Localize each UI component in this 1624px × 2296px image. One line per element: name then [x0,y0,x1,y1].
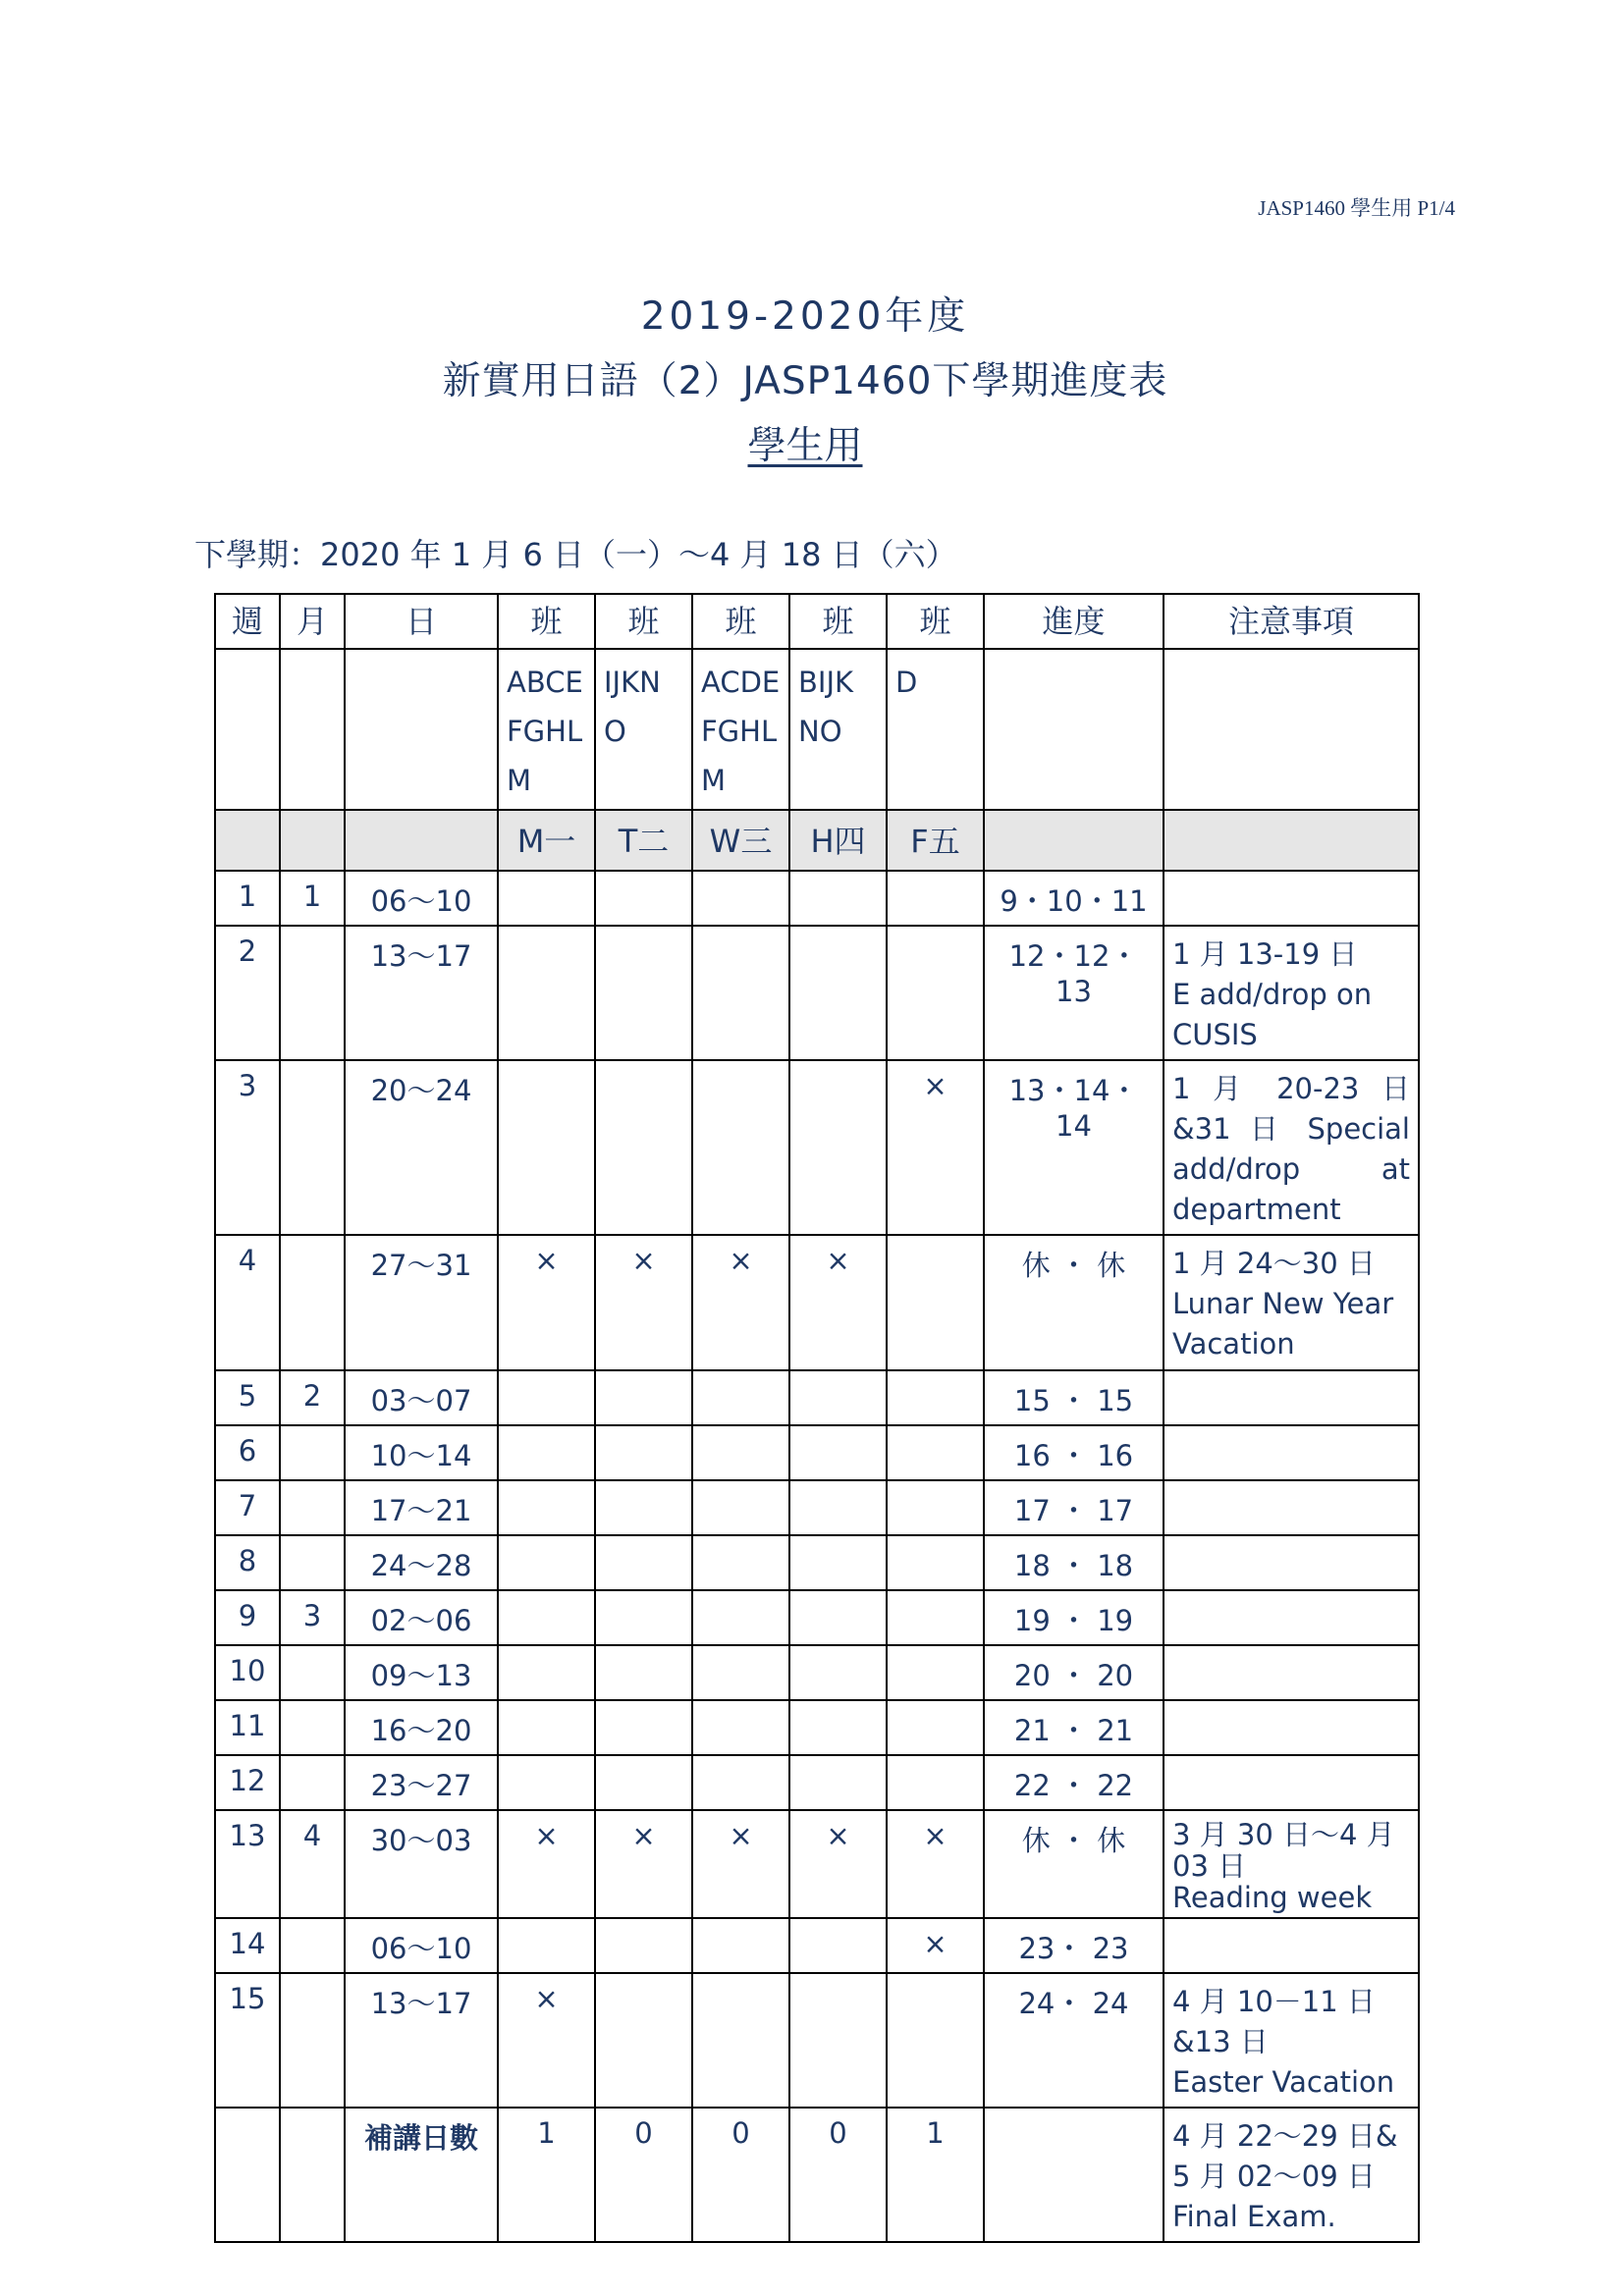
weekday-label: M一 [498,810,595,871]
class-mark [595,926,692,1060]
empty-cell [984,649,1164,810]
table-row [215,1535,1419,1590]
empty-cell [1164,810,1419,871]
class-mark [789,1918,887,1973]
week-number: 3 [215,1060,280,1235]
note-cell [1164,1370,1419,1425]
header-notes: 注意事項 [1164,594,1419,649]
class-mark [595,1645,692,1700]
header-class: 班 [692,594,789,649]
class-mark [595,1590,692,1645]
weekday-label: F五 [887,810,984,871]
class-mark: × [789,1235,887,1370]
day-range: 16～20 [345,1700,498,1755]
header-class: 班 [887,594,984,649]
day-range: 13～17 [345,1973,498,2108]
empty-cell [984,2108,1164,2242]
title-main: 新實用日語（2）JASP1460下學期進度表 [442,359,1168,403]
day-range: 17～21 [345,1480,498,1535]
empty-cell [345,810,498,871]
class-mark [887,1370,984,1425]
class-code: D [887,649,984,810]
header-class: 班 [595,594,692,649]
class-mark [887,1645,984,1700]
table-row [215,1973,1419,2108]
progress-cell: 18 ・ 18 [984,1535,1164,1590]
day-range: 13～17 [345,926,498,1060]
class-mark: × [692,1810,789,1918]
note-cell: 1 月 20-23 日&31 日 Special add/drop at department [1164,1060,1419,1235]
class-mark [498,1425,595,1480]
month-number [280,1235,345,1370]
table-row [215,1060,1419,1235]
week-number: 12 [215,1755,280,1810]
class-mark [789,1645,887,1700]
day-range: 23～27 [345,1755,498,1810]
month-number: 4 [280,1810,345,1918]
class-mark [595,1755,692,1810]
note-cell: 1 月 24～30 日 Lunar New Year Vacation [1164,1235,1419,1370]
class-mark [595,1918,692,1973]
note-cell [1164,1590,1419,1645]
note-cell [1164,1645,1419,1700]
progress-cell: 15 ・ 15 [984,1370,1164,1425]
empty-cell [345,649,498,810]
day-range: 24～28 [345,1535,498,1590]
class-mark [887,1535,984,1590]
makeup-count: 1 [887,2108,984,2242]
class-mark [692,1370,789,1425]
empty-cell [215,2108,280,2242]
week-number: 7 [215,1480,280,1535]
class-mark [595,1973,692,2108]
week-number: 13 [215,1810,280,1918]
class-mark [887,1755,984,1810]
class-mark [887,871,984,926]
empty-cell [1164,649,1419,810]
week-number: 11 [215,1700,280,1755]
class-mark [595,1370,692,1425]
class-mark [498,1060,595,1235]
class-code: ABCE FGHL M [498,649,595,810]
makeup-label: 補講日數 [345,2108,498,2242]
month-number: 1 [280,871,345,926]
day-range: 09～13 [345,1645,498,1700]
makeup-row [215,2108,1419,2242]
class-code: IJKN O [595,649,692,810]
month-number [280,1700,345,1755]
class-mark [789,1060,887,1235]
table-row [215,1918,1419,1973]
empty-cell [280,649,345,810]
class-mark [498,1755,595,1810]
progress-cell: 24・ 24 [984,1973,1164,2108]
note-cell: 1 月 13-19 日 E add/drop on CUSIS [1164,926,1419,1060]
class-mark: × [887,1060,984,1235]
class-mark: × [887,1810,984,1918]
progress-cell: 12・12・13 [984,926,1164,1060]
note-cell [1164,1480,1419,1535]
class-mark [498,1590,595,1645]
note-cell: 4 月 10－11 日&13 日 Easter Vacation [1164,1973,1419,2108]
class-mark [692,1480,789,1535]
progress-cell: 9・10・11 [984,871,1164,926]
class-mark: × [595,1810,692,1918]
month-number: 2 [280,1370,345,1425]
day-range: 10～14 [345,1425,498,1480]
class-mark [692,1918,789,1973]
progress-cell: 22 ・ 22 [984,1755,1164,1810]
note-cell [1164,1535,1419,1590]
month-number [280,1535,345,1590]
makeup-count: 0 [789,2108,887,2242]
progress-cell: 20 ・ 20 [984,1645,1164,1700]
empty-cell [215,649,280,810]
class-mark: × [887,1918,984,1973]
class-code-row [215,649,1419,810]
week-number: 9 [215,1590,280,1645]
class-mark [498,1918,595,1973]
class-mark [498,1370,595,1425]
month-number [280,1755,345,1810]
day-range: 06～10 [345,1918,498,1973]
class-mark [692,1973,789,2108]
month-number [280,1645,345,1700]
week-number: 10 [215,1645,280,1700]
class-mark [789,1480,887,1535]
note-cell [1164,871,1419,926]
progress-cell: 13・14・14 [984,1060,1164,1235]
class-mark [789,1590,887,1645]
table-row [215,1755,1419,1810]
weekday-label: W三 [692,810,789,871]
table-row [215,871,1419,926]
week-number: 8 [215,1535,280,1590]
header-class: 班 [789,594,887,649]
weekday-label: H四 [789,810,887,871]
progress-cell: 休 ・ 休 [984,1235,1164,1370]
note-cell [1164,1700,1419,1755]
month-number: 3 [280,1590,345,1645]
makeup-count: 0 [692,2108,789,2242]
table-header-row [215,594,1419,649]
table-row [215,1700,1419,1755]
makeup-count: 0 [595,2108,692,2242]
class-mark [692,871,789,926]
month-number [280,926,345,1060]
class-mark [887,1590,984,1645]
class-mark [789,1535,887,1590]
title-year: 2019-2020年度 [640,294,970,339]
progress-cell: 23・ 23 [984,1918,1164,1973]
week-number: 15 [215,1973,280,2108]
class-mark: × [595,1235,692,1370]
class-mark [498,1645,595,1700]
class-mark: × [498,1973,595,2108]
month-number [280,1060,345,1235]
header-day: 日 [345,594,498,649]
class-mark [887,1235,984,1370]
class-mark [789,871,887,926]
class-mark [498,871,595,926]
class-mark [887,1480,984,1535]
class-mark [692,1700,789,1755]
schedule-table [214,593,1420,2243]
day-range: 06～10 [345,871,498,926]
weekday-row [215,810,1419,871]
class-mark [595,871,692,926]
class-code: BIJK NO [789,649,887,810]
table-row [215,1810,1419,1918]
empty-cell [280,810,345,871]
month-number [280,1918,345,1973]
month-number [280,1480,345,1535]
week-number: 5 [215,1370,280,1425]
class-mark [692,1755,789,1810]
title-block [0,285,1610,479]
progress-cell: 17 ・ 17 [984,1480,1164,1535]
day-range: 27～31 [345,1235,498,1370]
table-row [215,926,1419,1060]
day-range: 02～06 [345,1590,498,1645]
class-mark [887,1700,984,1755]
table-row [215,1480,1419,1535]
class-mark [498,1535,595,1590]
class-mark [789,1370,887,1425]
class-mark [595,1425,692,1480]
note-cell: 3 月 30 日～4 月 03 日 Reading week [1164,1810,1419,1918]
class-mark [692,926,789,1060]
class-mark [498,1700,595,1755]
progress-cell: 16 ・ 16 [984,1425,1164,1480]
class-mark [498,926,595,1060]
class-mark [789,1755,887,1810]
empty-cell [984,810,1164,871]
term-dates: 下學期：2020 年 1 月 6 日（一）～4 月 18 日（六） [194,536,957,573]
table-row [215,1590,1419,1645]
day-range: 03～07 [345,1370,498,1425]
makeup-count: 1 [498,2108,595,2242]
class-mark [887,1425,984,1480]
note-cell [1164,1425,1419,1480]
progress-cell: 休 ・ 休 [984,1810,1164,1918]
week-number: 2 [215,926,280,1060]
month-number [280,1973,345,2108]
empty-cell [215,810,280,871]
class-mark [692,1535,789,1590]
note-cell [1164,1918,1419,1973]
document-reference: JASP1460 學生用 P1/4 [1258,196,1455,220]
class-mark [692,1590,789,1645]
header-month: 月 [280,594,345,649]
table-row [215,1425,1419,1480]
class-mark [789,1700,887,1755]
class-mark [887,1973,984,2108]
day-range: 30～03 [345,1810,498,1918]
class-code: ACDE FGHL M [692,649,789,810]
class-mark: × [789,1810,887,1918]
class-mark [692,1425,789,1480]
week-number: 1 [215,871,280,926]
class-mark [595,1535,692,1590]
class-mark: × [692,1235,789,1370]
weekday-label: T二 [595,810,692,871]
header-class: 班 [498,594,595,649]
header-week: 週 [215,594,280,649]
class-mark [692,1645,789,1700]
class-mark: × [498,1810,595,1918]
note-cell [1164,1755,1419,1810]
class-mark [887,926,984,1060]
class-mark [498,1480,595,1535]
class-mark [789,926,887,1060]
day-range: 20～24 [345,1060,498,1235]
progress-cell: 21 ・ 21 [984,1700,1164,1755]
class-mark [595,1060,692,1235]
week-number: 14 [215,1918,280,1973]
header-progress: 進度 [984,594,1164,649]
table-row [215,1235,1419,1370]
class-mark [595,1480,692,1535]
week-number: 4 [215,1235,280,1370]
class-mark [789,1973,887,2108]
class-mark [692,1060,789,1235]
week-number: 6 [215,1425,280,1480]
table-row [215,1370,1419,1425]
month-number [280,1425,345,1480]
progress-cell: 19 ・ 19 [984,1590,1164,1645]
class-mark: × [498,1235,595,1370]
table-row [215,1645,1419,1700]
title-subtitle: 學生用 [747,424,863,468]
makeup-note: 4 月 22～29 日& 5 月 02～09 日 Final Exam. [1164,2108,1419,2242]
class-mark [789,1425,887,1480]
class-mark [595,1700,692,1755]
empty-cell [280,2108,345,2242]
